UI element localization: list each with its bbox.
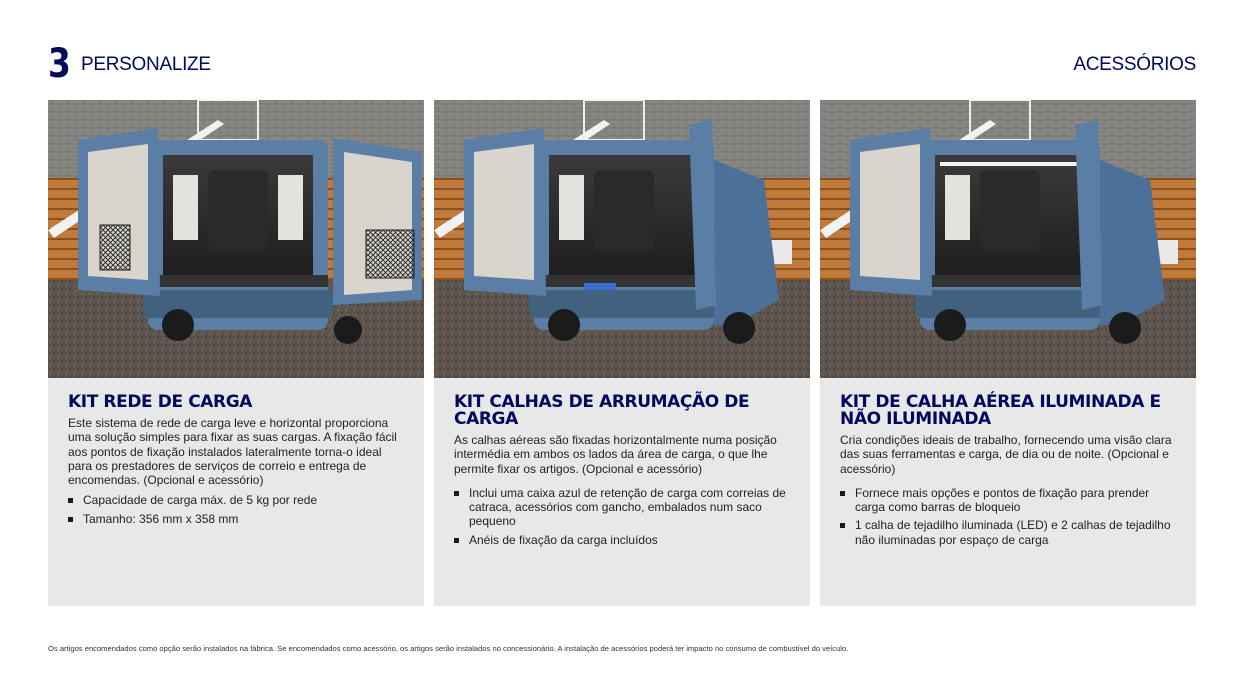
square-bullet-icon bbox=[840, 491, 845, 496]
card-title: KIT REDE DE CARGA bbox=[68, 392, 253, 412]
feature-list bbox=[840, 486, 1176, 547]
section-number: 3 bbox=[48, 41, 71, 87]
square-bullet-icon bbox=[454, 538, 459, 543]
card-roof-rail-kit bbox=[820, 100, 1196, 606]
list-item bbox=[840, 486, 1176, 515]
square-bullet-icon bbox=[454, 491, 459, 496]
list-item bbox=[68, 512, 404, 526]
list-item-text: Anéis de fixação da carga incluídos bbox=[469, 532, 658, 547]
feature-list bbox=[68, 493, 404, 526]
list-item-text: Tamanho: 356 mm x 358 mm bbox=[83, 511, 239, 526]
van-cargo-rails-photo bbox=[434, 100, 810, 378]
card-description: As calhas aéreas são fixadas horizontalmente numa posição intermédia em ambos os lados da área de carga, o que lhe permite fixar os artigos. (Opcional e acessório) bbox=[454, 433, 777, 476]
van-cargo-net-photo bbox=[48, 100, 424, 378]
list-item bbox=[68, 493, 404, 507]
list-item-text: Fornece mais opções e pontos de fixação para prender carga como barras de bloqueio bbox=[855, 485, 1150, 515]
card-body bbox=[434, 378, 810, 547]
list-item-text: Capacidade de carga máx. de 5 kg por rede bbox=[83, 493, 318, 508]
card-title: KIT DE CALHA AÉREA ILUMINADA E NÃO ILUMINADA bbox=[840, 392, 1161, 429]
list-item-text: 1 calha de tejadilho iluminada (LED) e 2 calhas de tejadilho não iluminadas por espaço de carga bbox=[855, 518, 1171, 547]
card-description: Cria condições ideais de trabalho, fornecendo uma visão clara das suas ferramentas e carga, de dia ou de noite. (Opcional e acessório) bbox=[840, 433, 1172, 476]
card-description: Este sistema de rede de carga leve e horizontal proporciona uma solução simples para fixar as suas cargas. A fixação fácil aos pontos de fixação instalados lateralmente torna-o ideal para os prestadores de serviços de correio e entrega de encomendas. (Opcional e acessório) bbox=[68, 416, 397, 488]
card-cargo-rail-kit bbox=[434, 100, 810, 606]
square-bullet-icon bbox=[68, 498, 73, 503]
square-bullet-icon bbox=[68, 517, 73, 522]
card-body bbox=[820, 378, 1196, 547]
footnote: Os artigos encomendados como opção serão instalados na fábrica. Se encomendados como acessório, os artigos serão instalados no concessionário. A instalação de acessórios poderá ter impacto no consumo de combustível do veículo. bbox=[48, 644, 849, 653]
list-item bbox=[454, 486, 790, 529]
card-title: KIT CALHAS DE ARRUMAÇÃO DE CARGA bbox=[454, 392, 750, 429]
category-title: ACESSÓRIOS bbox=[1073, 54, 1196, 75]
list-item bbox=[840, 518, 1176, 547]
van-roof-rails-photo bbox=[820, 100, 1196, 378]
page-header bbox=[48, 41, 1196, 87]
card-cargo-net-kit bbox=[48, 100, 424, 606]
card-body bbox=[48, 378, 424, 526]
list-item bbox=[454, 533, 790, 547]
section-title: PERSONALIZE bbox=[81, 54, 211, 75]
list-item-text: Inclui uma caixa azul de retenção de carga com correias de catraca, acessórios com gancho, embalados num saco pequeno bbox=[469, 485, 786, 529]
square-bullet-icon bbox=[840, 523, 845, 528]
feature-list bbox=[454, 486, 790, 547]
